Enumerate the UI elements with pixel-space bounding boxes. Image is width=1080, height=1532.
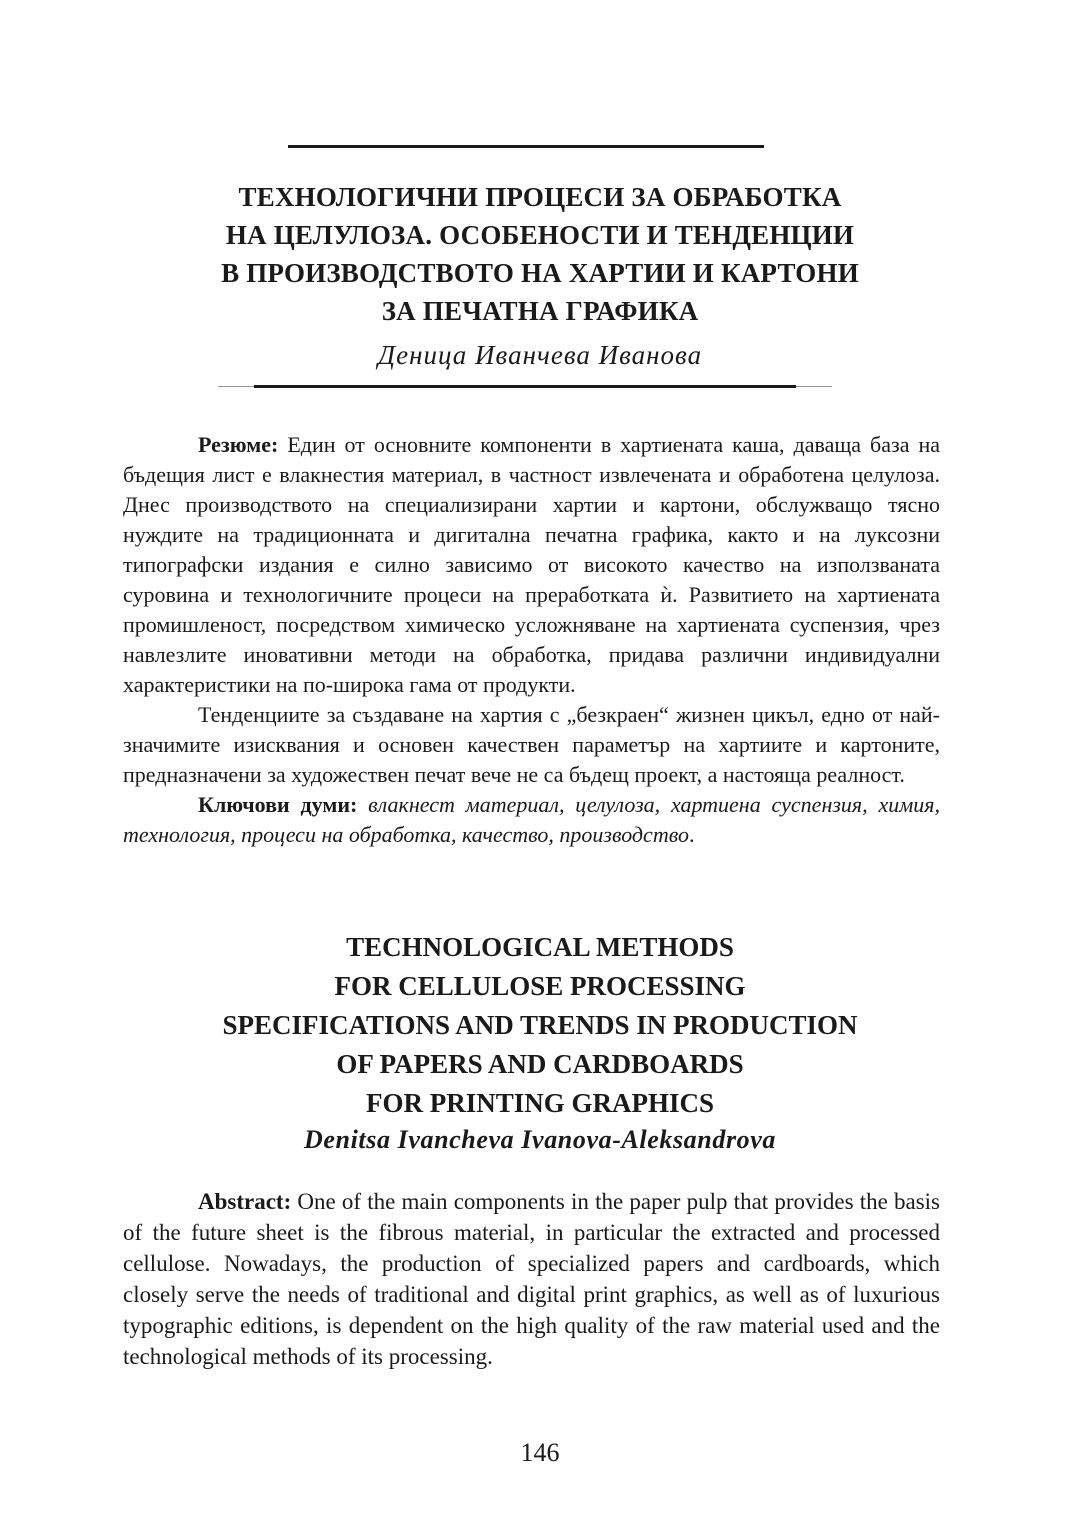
keywords-end: .: [688, 822, 695, 847]
bulgarian-title-line: НА ЦЕЛУЛОЗА. ОСОБЕНОСТИ И ТЕНДЕНЦИИ: [225, 220, 855, 250]
bulgarian-author: Деница Иванчева Иванова: [377, 340, 703, 370]
page-number: 146: [520, 1438, 560, 1467]
english-title-line: FOR PRINTING GRAPHICS: [365, 1088, 715, 1118]
english-title-line: TECHNOLOGICAL METHODS: [346, 932, 734, 962]
thick-rule-line: [254, 385, 796, 388]
keywords-label: Ключови думи:: [198, 792, 358, 817]
english-title-line: OF PAPERS AND CARDBOARDS: [336, 1049, 744, 1079]
english-author: Denitsa Ivancheva Ivanova-Aleksandrova: [304, 1125, 776, 1154]
english-title: [100, 928, 980, 1123]
bulgarian-title-line: В ПРОИЗВОДСТВОТО НА ХАРТИИ И КАРТОНИ: [221, 258, 859, 288]
abstract-label-bg: Резюме:: [198, 432, 279, 457]
english-title-line: SPECIFICATIONS AND TRENDS IN PRODUCTION: [222, 1010, 858, 1040]
keywords-paragraph: [123, 790, 940, 850]
english-abstract-paragraph: [123, 1186, 940, 1372]
english-abstract: [123, 1186, 940, 1372]
bulgarian-abstract-paragraph-1: [123, 430, 940, 700]
bulgarian-title-line: ЗА ПЕЧАТНА ГРАФИКА: [381, 296, 699, 326]
abstract-text-en: One of the main components in the paper pulp that provides the basis of the future sheet is the fibrous material, in particular the extracted and processed cellulose. Nowadays, the production of specialized papers and cardboards, which closely serve the needs of traditional and digital print graphics, as well as of luxurious typographic editions, is dependent on the high quality of the raw material used and the technological methods of its processing.: [123, 1189, 940, 1369]
bulgarian-title: [120, 178, 960, 330]
bulgarian-abstract-paragraph-2: Тенденциите за създаване на хартия с „безкраен“ жизнен цикъл, едно от най-значимите изисквания и основен качествен параметър на хартиите и картоните, предназначени за художествен печат вече не са бъдещ проект, а настояща реалност.: [123, 702, 940, 787]
english-title-line: FOR CELLULOSE PROCESSING: [334, 971, 746, 1001]
author-divider-rule: [218, 385, 832, 388]
abstract-text-bg-1: Един от основните компоненти в хартиената каша, даваща база на бъдещия лист е влакнестия материал, в частност извлечената и обработена целулоза. Днес производството на специализирани хартии и картони, обслужващо тясно нуждите на традиционната и дигитална печатна графика, както и на луксозни типографски издания е силно зависимо от високото качество на използваната суровина и технологичните процеси на преработката ѝ. Развитието на хартиената промишленост, посредством химическо усложняване на хартиената суспензия, чрез навлезлите иновативни методи на обработка, придава различни индивидуални характеристики на по-широка гама от продукти.: [123, 432, 940, 697]
abstract-label-en: Abstract:: [198, 1189, 292, 1214]
top-divider-rule: [288, 145, 764, 148]
bulgarian-abstract: [123, 430, 940, 850]
bulgarian-title-line: ТЕХНОЛОГИЧНИ ПРОЦЕСИ ЗА ОБРАБОТКА: [238, 182, 842, 212]
keywords-text: влакнест материал, целулоза, хартиена суспензия, химия, технология, процеси на обработка, качество, производство: [123, 792, 941, 847]
